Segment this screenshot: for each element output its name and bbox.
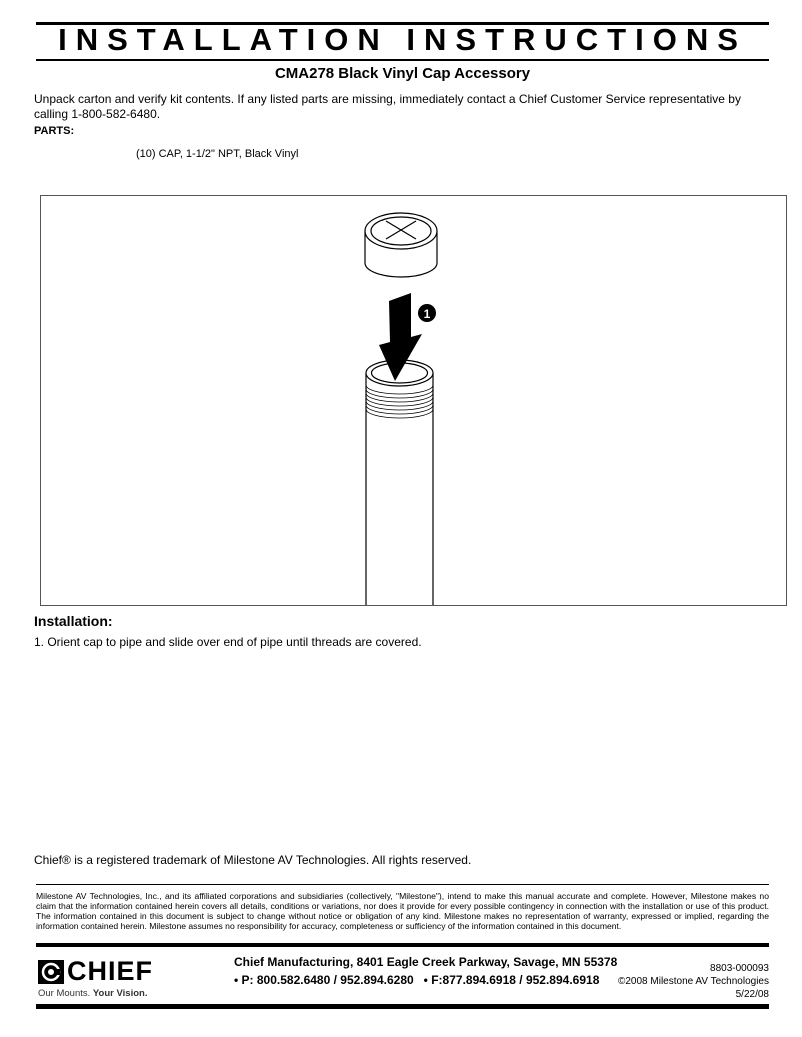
- parts-item: (10) CAP, 1-1/2" NPT, Black Vinyl: [136, 148, 299, 160]
- disclaimer-rule: [36, 884, 769, 885]
- company-phones: • P: 800.582.6480 / 952.894.6280 • F:877.894.6918 / 952.894.6918: [234, 973, 600, 987]
- chief-logo: [38, 956, 153, 999]
- installation-heading: Installation:: [34, 613, 113, 629]
- cap-icon: [365, 213, 437, 277]
- intro-text: Unpack carton and verify kit contents. If any listed parts are missing, immediately contact a Chief Customer Service representative by calling 1-800-582-6480.: [34, 92, 741, 121]
- title-rule: [36, 59, 769, 61]
- disclaimer-text: Milestone AV Technologies, Inc., and its affiliated corporations and subsidiaries (collectively, "Milestone"), intend to make this manual accurate and complete. However, Milestone makes no claim that the information contained herein covers all details, conditions or variations, nor does it provide for every possible contingency in connection with the installation or use of this product. The information contained in this document is subject to change without notice or obligation of any kind. Milestone makes no representation of warranty, expressed or implied, regarding the information contained herein. Milestone assumes no responsibility for accuracy, completeness or sufficiency of the information contained in this document.: [36, 891, 769, 931]
- doc-number: 8803-000093: [710, 963, 769, 974]
- trademark-text: Chief® is a registered trademark of Milestone AV Technologies. All rights reserved.: [34, 853, 472, 867]
- footer-bottom-rule: [36, 1004, 769, 1009]
- company-address: Chief Manufacturing, 8401 Eagle Creek Parkway, Savage, MN 55378: [234, 955, 618, 969]
- step-callout-number: 1: [423, 307, 431, 321]
- pipe-icon: [366, 360, 433, 605]
- tagline-b: Your Vision.: [92, 988, 148, 999]
- copyright: ©2008 Milestone AV Technologies: [618, 976, 769, 987]
- doc-date: 5/22/08: [735, 989, 769, 1000]
- parts-heading: PARTS:: [34, 125, 75, 137]
- installation-step: 1. Orient cap to pipe and slide over end of pipe until threads are covered.: [34, 635, 422, 649]
- chief-logo-mark-icon: [38, 960, 64, 984]
- product-title: CMA278 Black Vinyl Cap Accessory: [274, 65, 531, 82]
- tagline-a: Our Mounts.: [38, 988, 91, 999]
- page-title: INSTALLATION INSTRUCTIONS: [58, 22, 747, 57]
- cap-pipe-illustration: [41, 196, 786, 605]
- footer-top-rule: [36, 943, 769, 947]
- logo-wordmark: CHIEF: [67, 956, 153, 986]
- installation-figure: [40, 195, 787, 606]
